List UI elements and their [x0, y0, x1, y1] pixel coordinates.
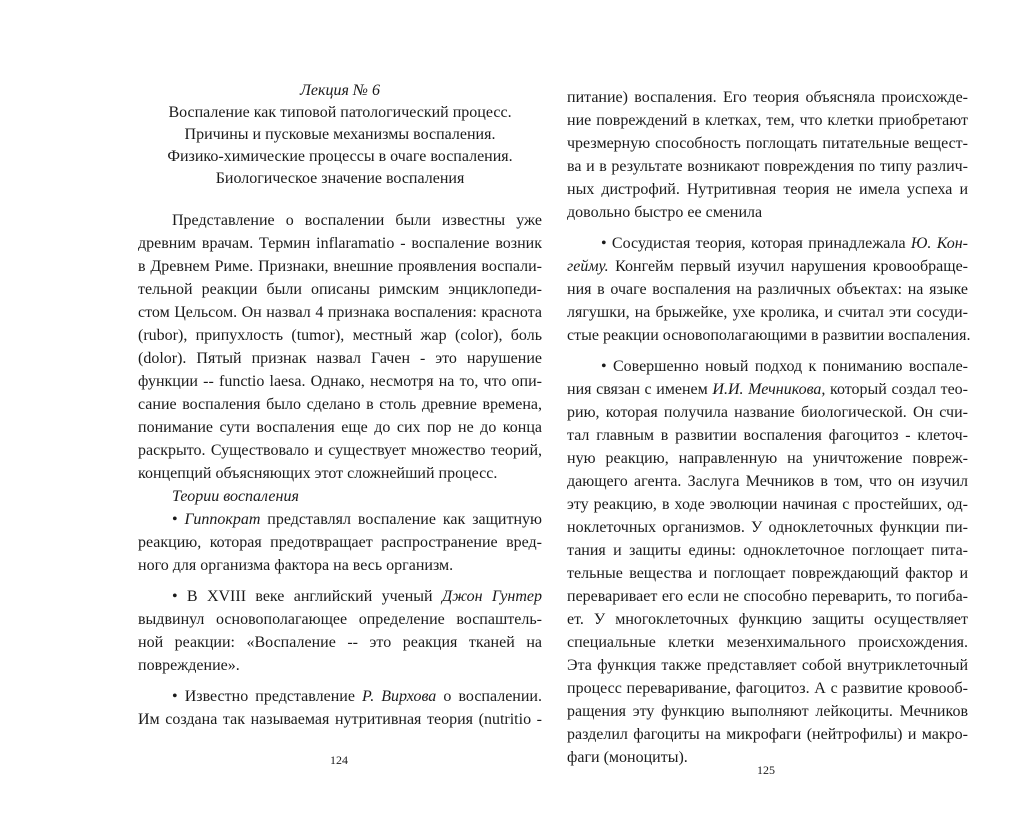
subtitle-line: Физико-химические процессы в очаге воспаления. [167, 148, 513, 165]
text-line: лягушки, на брыжейке, ухе кролика, и считал эти сосуди- [567, 304, 968, 321]
text-line: процесс переваривание, фагоцитоз. А с развитие кровооб- [567, 680, 968, 697]
subtitle-line: Причины и пусковые механизмы воспаления. [184, 126, 496, 143]
text-line: тал главным в развитии воспаления фагоцитоз - клеточ- [567, 427, 968, 444]
text-line: стые реакции основополагающими в развитии воспаления. [567, 327, 971, 344]
text-line: ных дистрофий. Нутритивная теория не имела успеха и [567, 181, 968, 198]
text-line: фаги (моноциты). [567, 749, 688, 766]
text-line [567, 232, 968, 255]
text-fragment: который создал тео- [825, 381, 969, 398]
hippocrates-paragraph [138, 508, 542, 577]
text-line: довольно быстро ее сменила [567, 204, 763, 221]
text-line: ного для организма фактора на весь организм. [138, 557, 454, 574]
text-line: переваривает его если не способно переварить, то погиба- [567, 588, 968, 605]
text-fragment: • В XVIII веке английский ученый [172, 588, 442, 605]
text-line: специальные клетки мезенхимального происхождения. [567, 634, 968, 651]
theories-heading: Теории воспаления [172, 488, 299, 505]
text-line: ние повреждений в клетках, тем, что клетки приобретают [567, 112, 968, 129]
page-number: 124 [330, 753, 348, 767]
text-fragment: • Сосудистая теория, которая принадлежала [601, 235, 911, 252]
text-line: дающего агента. Заслуга Мечников в том, что он изучил [567, 473, 968, 490]
text-line: выдвинул основополагающее определение воспаштель- [138, 611, 542, 628]
left-page [138, 80, 542, 731]
author-name: Р. Вирхова [362, 688, 437, 705]
text-line: сание воспаления было сделано в столь древние времена, [138, 396, 542, 413]
text-line: раскрыто. Существовало и существует множество теорий, [138, 442, 542, 459]
text-line: древним врачам. Термин inflaramatio - воспаление возник [138, 235, 542, 252]
virchow-continued-paragraph [567, 86, 968, 224]
text-line: Эта функция также представляет собой внутриклеточный [567, 657, 968, 674]
text-fragment: представлял воспаление как защитную [260, 511, 542, 528]
text-line: • Совершенно новый подход к пониманию воспале- [601, 358, 968, 375]
intro-paragraph [138, 209, 542, 485]
text-line [138, 685, 542, 708]
text-line: функции -- functio laesa. Однако, несмотря на то, что опи- [138, 373, 542, 390]
author-name: Гиппократ [184, 511, 261, 528]
text-line: понимание сути воспаления еще до сих пор не до конца [138, 419, 542, 436]
text-fragment: ния связан с именем [567, 381, 713, 398]
text-line: чрезмерную способность поглощать питательные вещест- [567, 135, 968, 152]
text-fragment: • Известно представление [172, 688, 363, 705]
subtitle-line: Воспаление как типовой патологический процесс. [168, 104, 512, 121]
text-line: (dolor). Пятый признак назвал Гачен - это нарушение [138, 350, 542, 367]
text-line: повреждение». [138, 657, 240, 674]
text-line: ную реакцию, направленную на уничтожение поврeж- [567, 450, 968, 467]
text-line: рию, которая получила название биологической. Он счи- [567, 404, 968, 421]
text-line: тельные вещества и поглощает повреждающий фактор и [567, 565, 968, 582]
author-name: Джон Гунтер [441, 588, 542, 605]
text-line: ва и в результате возникают повреждения по типу различ- [567, 158, 968, 175]
text-line: ния в очаге воспаления на различных объектах: на языке [567, 281, 968, 298]
text-line: Представление о воспалении были известны уже [172, 212, 542, 229]
text-line: реакцию, которая предотвращает распространение вред- [138, 534, 542, 551]
text-fragment: Конгейм первый изучил нарушения кровообраще- [608, 258, 968, 275]
text-line: тания и защиты едины: одноклеточное поглощает пита- [567, 542, 968, 559]
hunter-paragraph [138, 585, 542, 677]
konheim-paragraph [567, 232, 971, 347]
text-line: ет. У многоклеточных функцию защиты осуществляет [567, 611, 968, 628]
text-fragment: о воспалении. [436, 688, 542, 705]
text-line [567, 378, 968, 401]
text-line: эту реакцию, в ходе эволюции начиная с простейших, од- [567, 496, 968, 513]
text-line [138, 585, 542, 608]
lecture-subtitle [138, 102, 542, 190]
text-line: концепций объясняющих этот сложнейший процесс. [138, 465, 498, 482]
text-line: (rubor), припухлость (tumor), местный жар (color), боль [138, 327, 542, 344]
text-line: питание) воспаления. Его теория объясняла происхожде- [567, 89, 968, 106]
author-name: Ю. Кон- [910, 235, 968, 252]
text-line: ной реакции: «Воспаление -- это реакция тканей на [138, 634, 542, 651]
page-number: 125 [757, 763, 775, 777]
mechnikov-paragraph [567, 355, 968, 769]
text-line: стом Цельсом. Он назвал 4 признака воспаления: краснота [138, 304, 542, 321]
text-line: разделил фагоциты на микрофаги (нейтрофилы) и макро- [567, 726, 968, 743]
text-line: тельной реакции были описаны римским энциклопеди- [138, 281, 542, 298]
author-name: И.И. Мечникова, [712, 381, 826, 398]
text-line: ращения эту функцию выполняют лейкоциты. Мечников [567, 703, 968, 720]
author-name: гейму. [567, 258, 609, 275]
text-line: Им создана так называемая нутритивная теория (nutritio - [138, 711, 542, 728]
lecture-title: Лекция № 6 [300, 82, 380, 99]
text-line: в Древнем Риме. Признаки, внешние проявления воспали- [138, 258, 542, 275]
virchow-paragraph [138, 685, 542, 731]
text-line [138, 508, 542, 531]
right-page [567, 86, 971, 769]
text-line [567, 255, 968, 278]
bullet: • [172, 511, 185, 528]
subtitle-line: Биологическое значение воспаления [215, 170, 465, 187]
text-line: ноклеточных организмов. У одноклеточных функции пи- [567, 519, 968, 536]
